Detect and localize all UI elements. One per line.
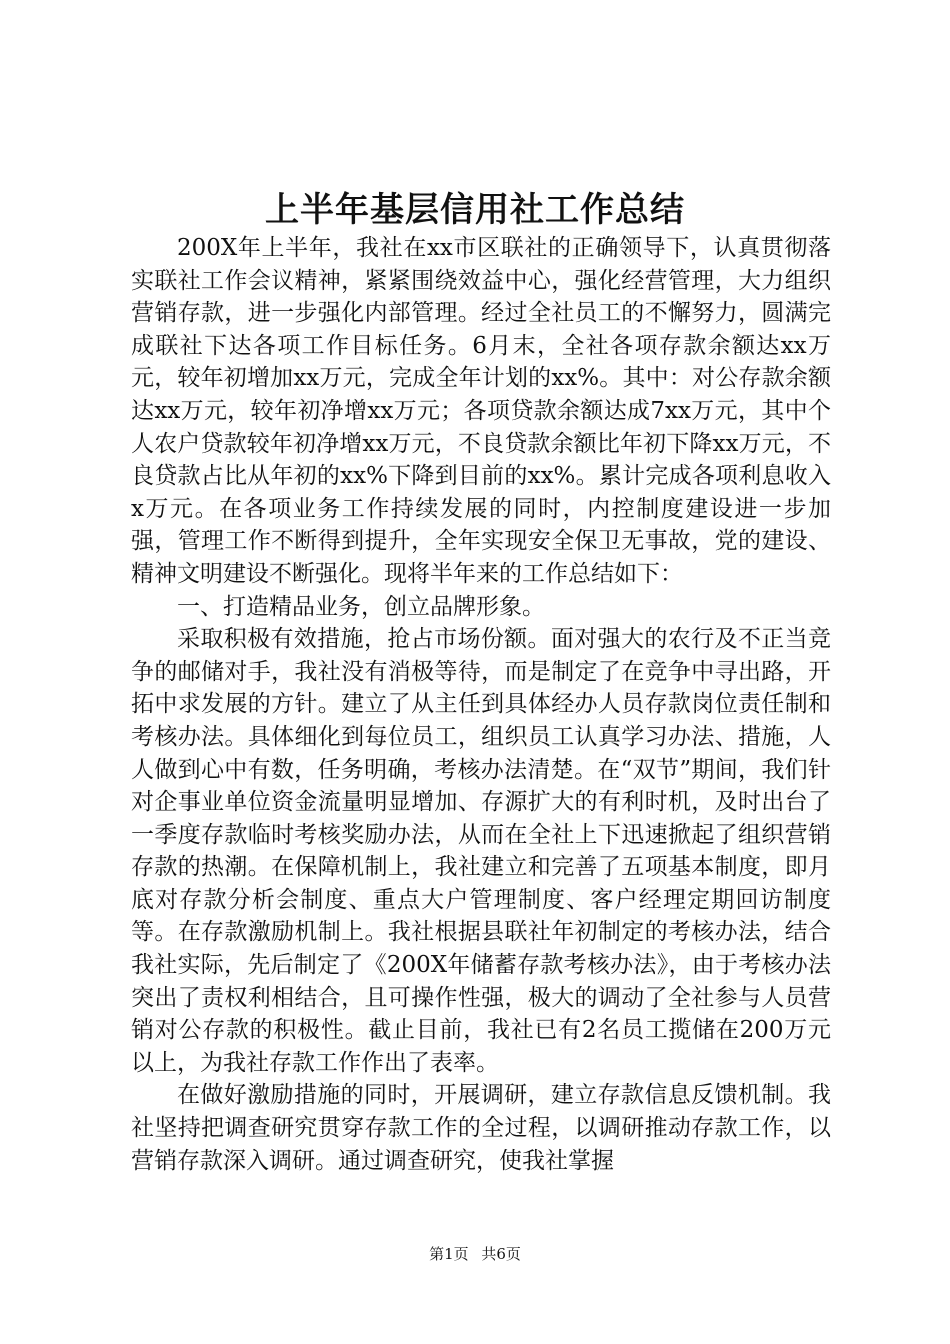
paragraph-measures: 采取积极有效措施，抢占市场份额。面对强大的农行及不正当竞争的邮储对手，我社没有消极等待，而是制定了在竞争中寻出路，开拓中求发展的方针。建立了从主任到具体经办人员存款岗位责任制和考核办法。具体细化到每位员工，组织员工认真学习办法、措施，人人做到心中有数，任务明确，考核办法清楚。在“双节”期间，我们针对企事业单位资金流量明显增加、存源扩大的有利时机，及时出台了一季度存款临时考核奖励办法，从而在全社上下迅速掀起了组织营销存款的热潮。在保障机制上，我社建立和完善了五项基本制度，即月底对存款分析会制度、重点大户管理制度、客户经理定期回访制度等。在存款激励机制上。我社根据县联社年初制定的考核办法，结合我社实际，先后制定了《200X年储蓄存款考核办法》，由于考核办法突出了责权利相结合，且可操作性强，极大的调动了全社参与人员营销对公存款的积极性。截止目前，我社已有2名员工揽储在200万元以上，为我社存款工作作出了表率。 xyxy=(131,626,831,1076)
paragraph-intro: 200X年上半年，我社在xx市区联社的正确领导下，认真贯彻落实联社工作会议精神，紧紧围绕效益中心，强化经营管理，大力组织营销存款，进一步强化内部管理。经过全社员工的不懈努力，圆满完成联社下达各项工作目标任务。6月末，全社各项存款余额达xx万元，较年初增加xx万元，完成全年计划的xx%。其中：对公存款余额达xx万元，较年初净增xx万元；各项贷款余额达成7xx万元，其中个人农户贷款较年初净增xx万元，不良贷款余额比年初下降xx万元，不良贷款占比从年初的xx%下降到目前的xx%。累计完成各项利息收入x万元。在各项业务工作持续发展的同时，内控制度建设进一步加强，管理工作不断得到提升，全年实现安全保卫无事故，党的建设、精神文明建设不断强化。现将半年来的工作总结如下： xyxy=(131,235,831,587)
page-total: 共6页 xyxy=(481,1245,521,1263)
page-footer xyxy=(0,1243,950,1265)
document-body xyxy=(131,232,831,1177)
paragraph-research: 在做好激励措施的同时，开展调研，建立存款信息反馈机制。我社坚持把调查研究贯穿存款工作的全过程，以调研推动存款工作，以营销存款深入调研。通过调查研究，使我社掌握 xyxy=(131,1082,831,1174)
section-heading-1: 一、打造精品业务，创立品牌形象。 xyxy=(177,593,545,620)
document-title: 上半年基层信用社工作总结 xyxy=(265,190,685,230)
page-number: 第1页 xyxy=(429,1245,469,1263)
